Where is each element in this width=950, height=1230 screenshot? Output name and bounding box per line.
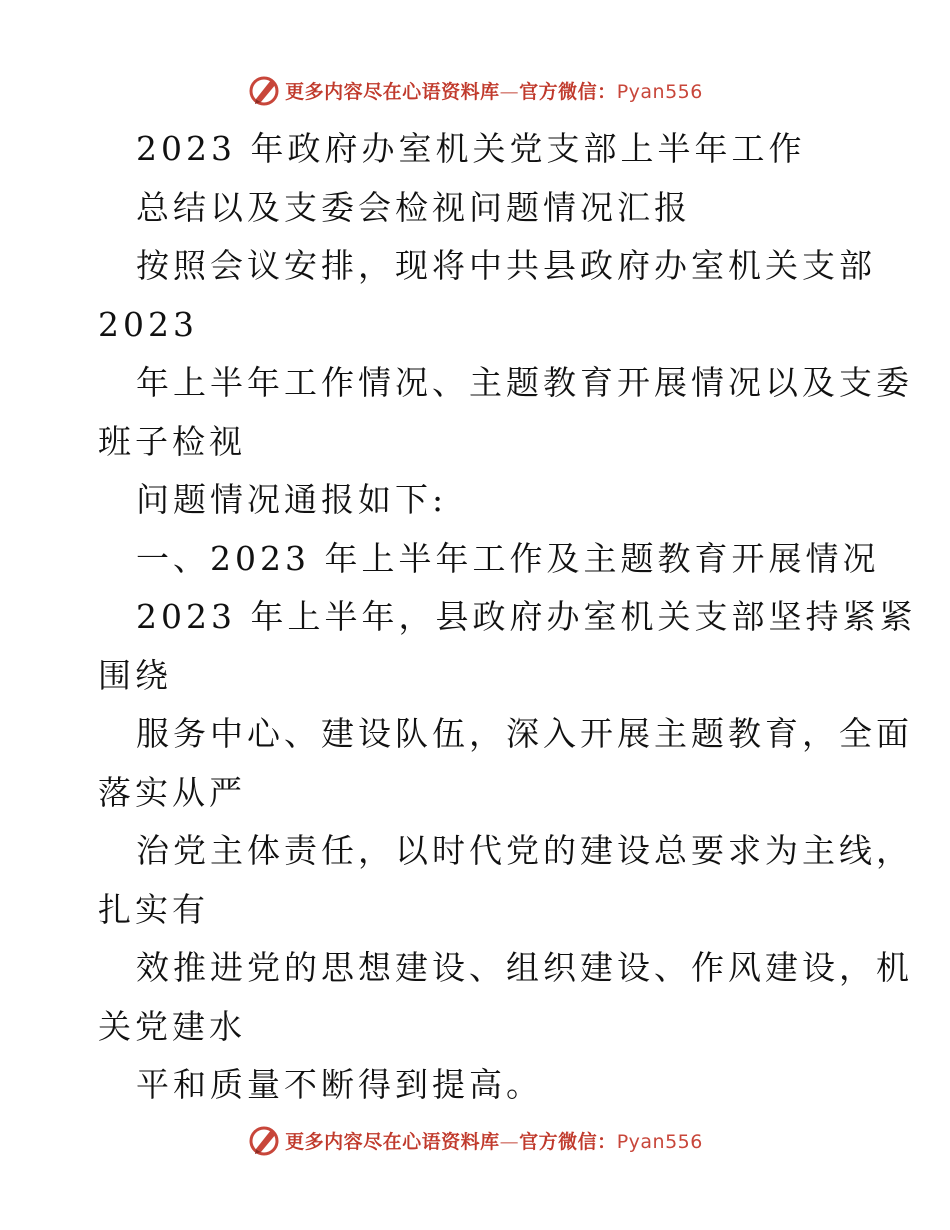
text-line: 治党主体责任，以时代党的建设总要求为主线， [136,831,913,870]
pen-logo-icon [247,72,283,108]
text-line: 服务中心、建设队伍，深入开展主题教育，全面 [136,714,913,753]
banner-dash: — [499,1130,520,1153]
pen-logo-icon [247,1122,283,1158]
text-line: 一、2023 年上半年工作及主题教育开展情况 [136,538,880,578]
banner-wechat-id: Pyan556 [616,1130,703,1153]
document-body [98,120,917,1115]
banner-wechat-label: 官方微信： [519,80,617,103]
banner-text [285,77,703,104]
header-watermark-banner [0,70,950,110]
text-line: 2023 [98,304,198,344]
text-line: 落实从严 [98,772,246,812]
text-line: 平和质量不断得到提高。 [136,1065,543,1104]
text-line: 年上半年工作情况、主题教育开展情况以及支委 [136,363,913,402]
banner-dash: — [499,80,520,103]
text-line: 效推进党的思想建设、组织建设、作风建设，机 [136,948,913,987]
text-line: 2023 年上半年，县政府办室机关支部坚持紧紧 [136,597,917,636]
banner-text [285,1127,703,1154]
text-line: 关党建水 [98,1006,246,1046]
banner-main-text: 更多内容尽在心语资料库 [285,80,500,103]
footer-watermark-banner [0,1120,950,1160]
text-line: 问题情况通报如下: [136,480,448,519]
text-line: 扎实有 [98,889,209,929]
text-line: 班子检视 [98,421,246,461]
text-line: 围绕 [98,655,172,695]
text-line: 2023 年政府办室机关党支部上半年工作 [136,129,806,168]
banner-wechat-id: Pyan556 [616,80,703,103]
text-line: 按照会议安排，现将中共县政府办室机关支部 [136,246,876,285]
banner-main-text: 更多内容尽在心语资料库 [285,1130,500,1153]
banner-wechat-label: 官方微信： [519,1130,617,1153]
text-line: 总结以及支委会检视问题情况汇报 [136,187,691,227]
